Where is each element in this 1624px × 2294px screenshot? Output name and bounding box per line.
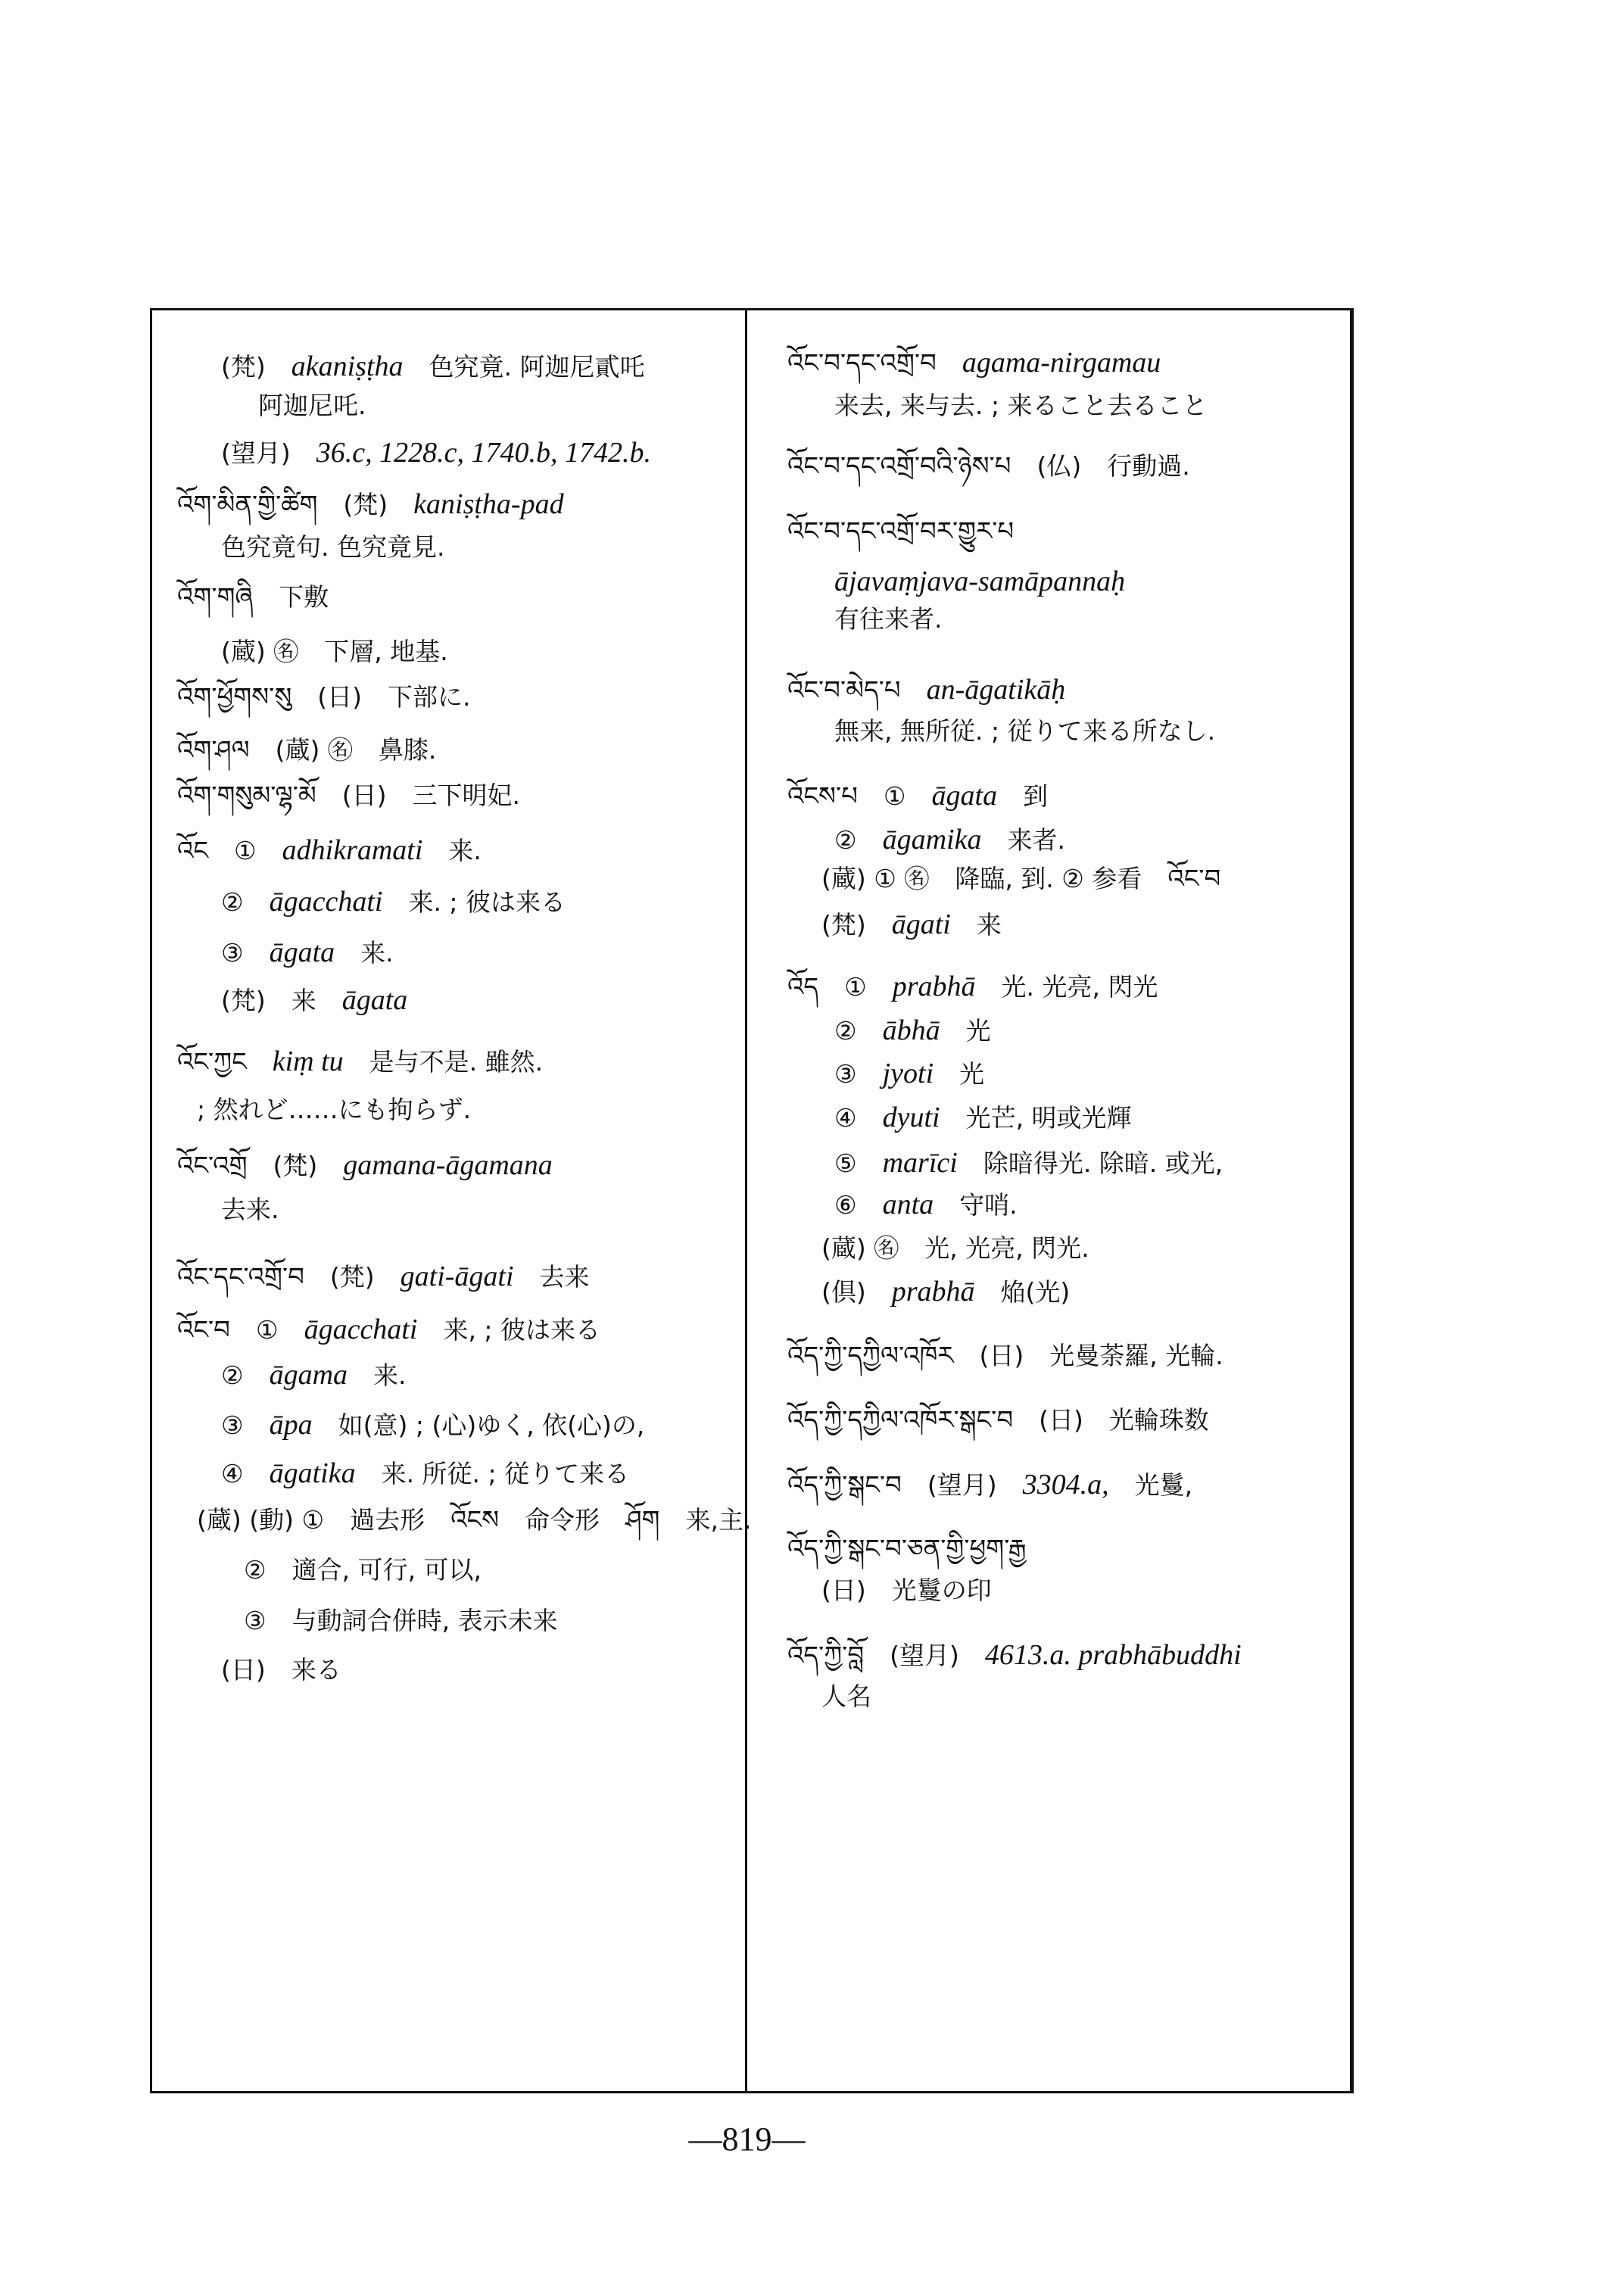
tibetan-term: འོང་དང་འགྲོ་བ [177,1262,304,1292]
dictionary-line [221,1458,655,1489]
dictionary-line [787,1341,1249,1371]
source-label: ① [234,836,257,865]
gloss-text: 阿迦尼吒. [258,391,366,420]
tibetan-term: འོད་ཀྱི་དཀྱིལ་འཁོར་སྒང་བ [787,1405,1014,1435]
gloss-text: 下部に. [388,682,471,712]
tibetan-term: འོད་ཀྱི་བློ [787,1641,865,1671]
dictionary-line [221,1195,305,1225]
gloss-text: 去来. [221,1195,279,1224]
dictionary-line [177,1314,626,1345]
source-label: (蔵) (動) ① [197,1505,325,1535]
gloss-text: 色究竟. 阿迦尼貳吒 [429,352,645,382]
gloss-text: 如(意) ; (心)ゆく, 依(心)の, [338,1410,645,1440]
gloss-text: 光鬘の印 [891,1576,992,1605]
tibetan-term: འོང་བ་དང་འགྲོ་བ [787,348,937,379]
dictionary-line [787,348,1186,379]
dictionary-line [258,391,392,421]
sanskrit-term: āgama [269,1359,348,1391]
source-label: ① [844,972,867,1002]
dictionary-line [821,1682,897,1712]
dictionary-line [221,887,591,918]
source-label: ④ [221,1459,244,1488]
gloss-text: 光 [959,1059,985,1089]
dictionary-line [787,675,1091,706]
gloss-text: 過去形 [350,1505,425,1535]
sanskrit-term: dyuti [882,1102,940,1133]
source-label: (望月) [221,438,291,468]
dictionary-line [221,1360,432,1391]
dictionary-line [244,1555,507,1585]
dictionary-line [787,1405,1235,1435]
tibetan-term: འོག་མིན་གྱི་ཚིག [177,490,318,520]
tibetan-term: འོངས [450,1505,500,1535]
sanskrit-term: marīci [882,1147,958,1179]
gloss-text: 無来, 無所従. ; 従りて来る所なし. [834,716,1216,746]
source-label: (蔵) ㊔ [821,1233,899,1263]
dictionary-line [177,1046,569,1077]
dictionary-line [221,937,419,968]
sanskrit-term: āgacchati [304,1314,418,1345]
sanskrit-term: prabhā [892,971,976,1002]
gloss-text: 光, 光亮, 閃光. [924,1233,1089,1263]
source-label: (蔵) ㊔ [221,637,299,666]
dictionary-line [834,1189,1043,1220]
gloss-text: 命令形 [525,1505,600,1535]
gloss-text: 人名 [821,1682,871,1711]
gloss-text: 光輪珠数 [1108,1405,1209,1435]
gloss-text: 色究竟句. 色究竟見. [221,532,445,562]
sanskrit-term: āgata [269,937,335,968]
sanskrit-term: prabhā [891,1276,975,1308]
gloss-text: 有往来者. [834,604,943,634]
tibetan-term: འོད་ཀྱི་དཀྱིལ་འཁོར [787,1341,954,1371]
sanskrit-term: āpa [269,1409,313,1441]
source-label: (梵) [329,1262,375,1292]
dictionary-line [834,391,1233,421]
tibetan-term: འོག་གསུམ་ལྷ་མོ [177,781,316,811]
source-label: ① [255,1315,279,1345]
sanskrit-term: gamana-āgamana [343,1149,553,1181]
dictionary-line [221,351,671,382]
dictionary-line [834,824,1091,856]
gloss-text: 光曼荼羅, 光輪. [1049,1341,1223,1370]
gloss-text: 鼻膝. [378,735,437,765]
dictionary-line [834,1148,1248,1179]
sanskrit-term: āgamika [882,824,982,856]
dictionary-line [221,985,433,1016]
gloss-text: 降臨, 到. ② 参看 [955,864,1142,893]
dictionary-line [787,1640,1267,1671]
gloss-text: 来, ; 彼は来る [443,1315,601,1345]
dictionary-line [834,1058,1010,1089]
dictionary-line [177,835,507,866]
dictionary-page-frame [150,308,1354,2093]
gloss-text: 光. 光亮, 閃光 [1001,972,1158,1002]
source-label: (梵) [221,986,266,1015]
source-label: (日) [317,682,363,712]
dictionary-line [177,582,354,612]
source-label: ⑤ [834,1149,857,1178]
gloss-text: 適合, 可行, 可以, [291,1555,482,1585]
dictionary-line [177,682,497,712]
source-label: ② [244,1555,267,1585]
sanskrit-term: āgata [931,780,998,812]
dictionary-line [834,1015,1017,1046]
dictionary-line [221,637,474,667]
sanskrit-term: 3304.a, [1022,1469,1109,1501]
dictionary-line [834,566,1151,597]
sanskrit-term: adhikramati [282,834,423,866]
sanskrit-term: 4613.a. prabhābuddhi [984,1639,1242,1671]
source-label: ③ [221,938,244,968]
source-label: (蔵) ① ㊔ [821,864,930,893]
dictionary-line [244,1606,584,1636]
tibetan-term: འོག་གཞི [177,582,254,612]
page-number-row [0,2120,1624,2158]
dictionary-line [197,1505,777,1535]
source-label: (蔵) ㊔ [275,735,353,765]
source-label: (望月) [927,1470,997,1500]
source-label: ② [834,1016,857,1046]
sanskrit-term: kiṃ tu [272,1046,344,1077]
tibetan-term: ཤོག [625,1505,660,1535]
sanskrit-term: āgati [891,909,951,940]
dictionary-line [821,909,1027,940]
gloss-text: 光芒, 明或光輝 [965,1103,1132,1133]
source-label: (梵) [821,910,866,940]
tibetan-term: འོག་ཤལ [177,735,250,765]
gloss-text: 来 [291,986,316,1015]
source-label: ④ [834,1103,857,1133]
dictionary-line [787,1470,1218,1501]
source-label: ③ [244,1606,267,1635]
dictionary-line [197,1095,497,1125]
gloss-text: 三下明妃. [412,781,520,810]
source-label: ③ [221,1410,244,1440]
source-label: (日) [221,1655,266,1685]
sanskrit-term: an-āgatikāḥ [926,674,1066,706]
dictionary-line [221,1655,367,1685]
dictionary-line [834,1102,1158,1133]
tibetan-term: འོང་བ [177,1315,230,1345]
tibetan-term: འོང་འགྲོ [177,1151,248,1181]
dictionary-line [821,1576,1018,1606]
gloss-text: 行動過. [1107,451,1190,481]
dictionary-line [834,604,968,634]
sanskrit-term: ābhā [882,1015,940,1046]
source-label: (倶) [821,1277,866,1307]
gloss-text: 焔(光) [1000,1277,1071,1307]
gloss-text: 除暗得光. 除暗. 或光, [983,1149,1223,1178]
sanskrit-term: kaniṣṭha-pad [413,488,564,520]
source-label: (日) [821,1576,866,1605]
source-label: ③ [834,1059,857,1089]
dictionary-line [221,438,677,469]
source-label: (日) [341,781,387,810]
gloss-text: 守哨. [959,1190,1018,1220]
gloss-text: 来. [360,938,394,968]
gloss-text: 是与不是. 雖然. [369,1047,544,1077]
source-label: ⑥ [834,1190,857,1220]
gloss-text: 来,主. [685,1505,752,1535]
dictionary-line [787,516,1040,547]
dictionary-line [177,489,590,520]
tibetan-term: འོང་ཀྱང [177,1047,247,1077]
gloss-text: 下敷 [279,582,329,612]
gloss-text: 来. 所従. ; 従りて来る [381,1459,630,1488]
gloss-text: 下層, 地基. [324,637,448,666]
tibetan-term: འོག་ཕྱོགས་སུ [177,682,292,712]
gloss-text: 光鬘, [1134,1470,1193,1500]
dictionary-line [177,781,546,811]
tibetan-term: འོང [177,836,209,866]
tibetan-term: འོང་བ་དང་འགྲོ་བའི་ཉེས་པ [787,451,1011,482]
dictionary-line [787,451,1216,482]
dictionary-line [177,735,462,765]
page-number: —819— [688,2121,806,2158]
dictionary-line [177,1150,578,1181]
dictionary-line [787,1534,1052,1564]
sanskrit-term: anta [882,1189,934,1220]
tibetan-term: འོད་ཀྱི་སྒང་བ [787,1470,902,1501]
gloss-text: 来者. [1007,825,1065,855]
gloss-text: ; 然れど……にも拘らず. [197,1095,472,1124]
source-label: (望月) [890,1641,959,1670]
dictionary-line [821,864,1246,894]
source-label: (梵) [221,352,266,382]
tibetan-term: འོང་བ [1167,864,1221,894]
gloss-text: 来る [291,1655,341,1685]
dictionary-line [221,1410,670,1441]
gloss-text: 去来 [539,1262,590,1292]
column-divider [745,308,747,2093]
tibetan-term: འོང་བ་དང་འགྲོ་བར་གྱུར་པ [787,516,1015,547]
sanskrit-term: agama-nirgamau [962,347,1161,379]
source-label: (日) [1039,1405,1083,1435]
sanskrit-term: āgata [341,984,408,1016]
source-label: (仏) [1036,451,1082,481]
sanskrit-term: āgatika [269,1457,356,1489]
tibetan-term: འོད [787,972,819,1002]
dictionary-line [821,1233,1115,1264]
source-label: ② [221,887,244,917]
dictionary-line [177,1261,616,1292]
dictionary-line [834,716,1241,746]
gloss-text: 到 [1023,781,1049,811]
gloss-text: 与動詞合併時, 表示未来 [291,1606,558,1635]
gloss-text: 来. [373,1361,407,1390]
gloss-text: 来去, 来与去. ; 来ること去ること [834,391,1208,420]
source-label: ② [834,825,857,855]
source-label: (日) [979,1341,1024,1370]
sanskrit-term: āgacchati [269,886,383,918]
source-label: (梵) [343,490,388,519]
tibetan-term: འོངས་པ [787,781,858,812]
gloss-text: 来. [448,836,482,865]
sanskrit-term: akaniṣṭha [291,351,404,382]
tibetan-term: འོང་བ་མེད་པ [787,675,901,706]
gloss-text: 来. ; 彼は来る [408,887,566,917]
gloss-text: 来 [976,910,1002,940]
dictionary-line [221,532,470,563]
source-label: ① [883,781,906,811]
source-label: (梵) [273,1151,318,1180]
sanskrit-term: jyoti [882,1058,934,1089]
source-label: ② [221,1361,244,1390]
sanskrit-term: gati-āgati [400,1261,514,1292]
dictionary-line [821,1276,1096,1308]
sanskrit-term: 36.c, 1228.c, 1740.b, 1742.b. [316,437,651,469]
dictionary-line [787,781,1074,812]
dictionary-line [787,971,1183,1002]
sanskrit-term: ājavaṃjava-samāpannaḥ [834,566,1126,597]
gloss-text: 光 [965,1016,991,1046]
tibetan-term: འོད་ཀྱི་སྒང་བ་ཅན་གྱི་ཕྱག་རྒྱ [787,1534,1027,1564]
